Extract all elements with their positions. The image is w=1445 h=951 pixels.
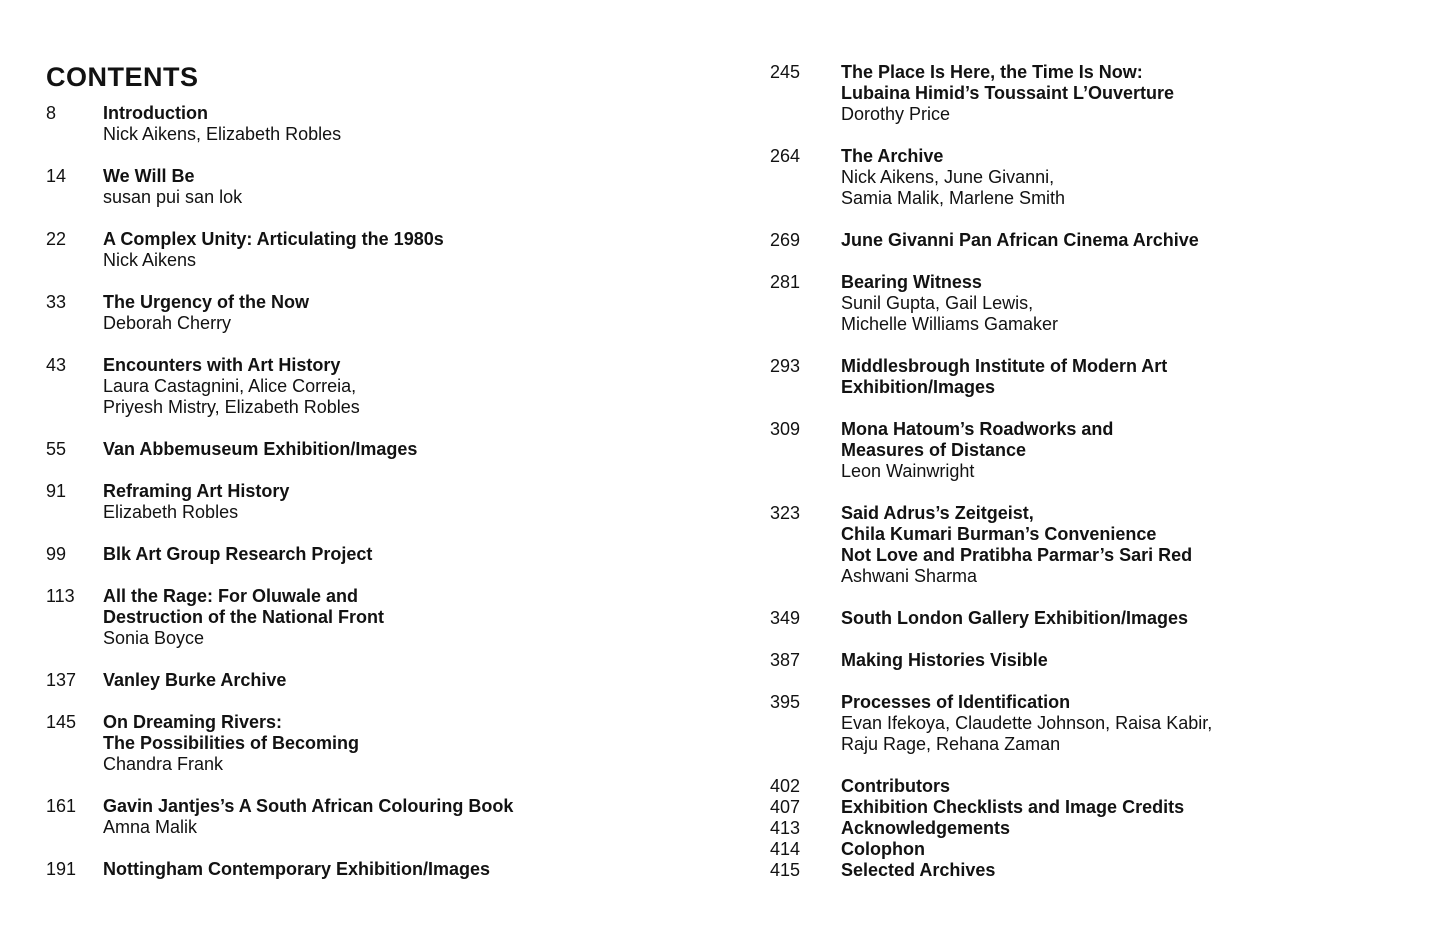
toc-entry [46, 166, 706, 208]
entry-author-line: susan pui san lok [103, 187, 243, 207]
toc-entry [770, 608, 1410, 629]
toc-entry [770, 797, 1410, 818]
entry-author-line: Dorothy Price [841, 104, 951, 124]
entry-author-line: Samia Malik, Marlene Smith [841, 188, 1066, 208]
toc-entry [46, 355, 706, 418]
entry-text [103, 166, 706, 208]
entry-text [103, 229, 706, 271]
entry-title-line: On Dreaming Rivers: [103, 712, 283, 732]
entry-page-number: 14 [46, 166, 67, 186]
entry-page-number: 349 [770, 608, 801, 628]
entry-title-line: Introduction [103, 103, 208, 123]
toc-entry [46, 439, 706, 460]
entry-title-line: Mona Hatoum’s Roadworks and [841, 419, 1114, 439]
entry-title-line: Making Histories Visible [841, 650, 1048, 670]
toc-entry [770, 356, 1410, 398]
entry-title-line: Destruction of the National Front [103, 607, 384, 627]
entry-title-line: Van Abbemuseum Exhibition/Images [103, 439, 418, 459]
page-title: CONTENTS [46, 62, 199, 93]
entry-page-number: 245 [770, 62, 801, 82]
entry-title-line: Gavin Jantjes’s A South African Colouring Book [103, 796, 514, 816]
toc-entry [770, 272, 1410, 335]
entry-text [103, 481, 706, 523]
entry-page-number: 145 [46, 712, 77, 732]
entry-text [103, 586, 706, 649]
entry-page-number: 33 [46, 292, 67, 312]
entry-title-line: Vanley Burke Archive [103, 670, 287, 690]
toc-entry [770, 650, 1410, 671]
entry-author-line: Evan Ifekoya, Claudette Johnson, Raisa Kabir, [841, 713, 1213, 733]
entry-page-number: 137 [46, 670, 77, 690]
entry-text [841, 146, 1410, 209]
toc-entry [46, 796, 706, 838]
entry-title-line: A Complex Unity: Articulating the 1980s [103, 229, 444, 249]
entry-page-number: 407 [770, 797, 801, 817]
entry-author-line: Deborah Cherry [103, 313, 232, 333]
entry-page-number: 309 [770, 419, 801, 439]
entry-text [841, 356, 1410, 398]
entry-page-number: 113 [46, 586, 75, 606]
entry-text [103, 355, 706, 418]
entry-page-number: 281 [770, 272, 801, 292]
entry-text [841, 272, 1410, 335]
entry-text [841, 650, 1410, 671]
entry-page-number: 413 [770, 818, 801, 838]
entry-title-line: The Place Is Here, the Time Is Now: [841, 62, 1143, 82]
toc-entry [770, 692, 1410, 755]
entry-title-line: Measures of Distance [841, 440, 1027, 460]
toc-entry [46, 586, 706, 649]
entry-title-line: Selected Archives [841, 860, 996, 880]
entry-title-line: Lubaina Himid’s Toussaint L’Ouverture [841, 83, 1175, 103]
entry-text [841, 797, 1410, 818]
entry-title-line: Reframing Art History [103, 481, 290, 501]
entry-page-number: 402 [770, 776, 801, 796]
entry-page-number: 161 [46, 796, 77, 816]
entry-author-line: Raju Rage, Rehana Zaman [841, 734, 1061, 754]
toc-entry [770, 62, 1410, 125]
entry-text [103, 712, 706, 775]
toc-entry [770, 860, 1410, 881]
toc-entry [770, 146, 1410, 209]
toc-entry [46, 670, 706, 691]
entry-page-number: 191 [46, 859, 77, 879]
toc-entry [770, 818, 1410, 839]
entry-page-number: 91 [46, 481, 67, 501]
toc-entry [770, 230, 1410, 251]
entry-author-line: Nick Aikens [103, 250, 197, 270]
entry-author-line: Sonia Boyce [103, 628, 205, 648]
entry-text [841, 62, 1410, 125]
entry-author-line: Elizabeth Robles [103, 502, 239, 522]
entry-text [841, 692, 1410, 755]
entry-text [841, 230, 1410, 251]
entry-title-line: Said Adrus’s Zeitgeist, [841, 503, 1034, 523]
entry-text [841, 608, 1410, 629]
entry-text [103, 796, 706, 838]
entry-title-line: Exhibition/Images [841, 377, 996, 397]
entry-text [841, 419, 1410, 482]
entry-text [103, 103, 706, 145]
entry-text [103, 859, 706, 880]
entry-title-line: Bearing Witness [841, 272, 982, 292]
entry-title-line: We Will Be [103, 166, 195, 186]
entry-title-line: Exhibition Checklists and Image Credits [841, 797, 1185, 817]
toc-entry [770, 419, 1410, 482]
entry-page-number: 8 [46, 103, 57, 123]
entry-text [841, 503, 1410, 587]
entry-title-line: June Givanni Pan African Cinema Archive [841, 230, 1199, 250]
entry-text [841, 839, 1410, 860]
toc-entry [770, 503, 1410, 587]
toc-column-left [46, 103, 706, 880]
toc-entry [46, 103, 706, 145]
entry-page-number: 22 [46, 229, 67, 249]
entry-title-line: Middlesbrough Institute of Modern Art [841, 356, 1168, 376]
entry-author-line: Michelle Williams Gamaker [841, 314, 1059, 334]
entry-page-number: 387 [770, 650, 801, 670]
entry-title-line: The Archive [841, 146, 944, 166]
entry-page-number: 395 [770, 692, 801, 712]
entry-title-line: Processes of Identification [841, 692, 1071, 712]
entry-page-number: 415 [770, 860, 801, 880]
entry-title-line: South London Gallery Exhibition/Images [841, 608, 1189, 628]
entry-text [841, 776, 1410, 797]
entry-text [103, 292, 706, 334]
entry-title-line: Acknowledgements [841, 818, 1011, 838]
toc-entry [46, 859, 706, 880]
entry-page-number: 99 [46, 544, 67, 564]
entry-page-number: 269 [770, 230, 801, 250]
entry-title-line: Chila Kumari Burman’s Convenience [841, 524, 1157, 544]
toc-entry [46, 481, 706, 523]
toc-entry [770, 776, 1410, 797]
entry-author-line: Chandra Frank [103, 754, 224, 774]
entry-page-number: 43 [46, 355, 67, 375]
entry-title-line: All the Rage: For Oluwale and [103, 586, 359, 606]
entry-author-line: Nick Aikens, June Givanni, [841, 167, 1055, 187]
entry-title-line: Nottingham Contemporary Exhibition/Images [103, 859, 491, 879]
toc-entry [46, 292, 706, 334]
entry-page-number: 323 [770, 503, 801, 523]
entry-title-line: Not Love and Pratibha Parmar’s Sari Red [841, 545, 1193, 565]
entry-author-line: Sunil Gupta, Gail Lewis, [841, 293, 1034, 313]
toc-entry [46, 544, 706, 565]
entry-title-line: Colophon [841, 839, 925, 859]
entry-text [841, 860, 1410, 881]
entry-title-line: Contributors [841, 776, 950, 796]
entry-text [103, 439, 706, 460]
toc-column-right [770, 62, 1410, 881]
entry-page-number: 414 [770, 839, 801, 859]
entry-title-line: The Possibilities of Becoming [103, 733, 360, 753]
entry-author-line: Amna Malik [103, 817, 198, 837]
entry-text [103, 670, 706, 691]
entry-page-number: 264 [770, 146, 801, 166]
entry-text [841, 818, 1410, 839]
toc-entry [770, 839, 1410, 860]
entry-author-line: Priyesh Mistry, Elizabeth Robles [103, 397, 360, 417]
entry-page-number: 293 [770, 356, 801, 376]
entry-text [103, 544, 706, 565]
entry-author-line: Leon Wainwright [841, 461, 975, 481]
entry-author-line: Laura Castagnini, Alice Correia, [103, 376, 357, 396]
entry-title-line: Blk Art Group Research Project [103, 544, 373, 564]
entry-title-line: Encounters with Art History [103, 355, 341, 375]
entry-title-line: The Urgency of the Now [103, 292, 310, 312]
entry-author-line: Ashwani Sharma [841, 566, 978, 586]
toc-entry [46, 712, 706, 775]
entry-author-line: Nick Aikens, Elizabeth Robles [103, 124, 342, 144]
entry-page-number: 55 [46, 439, 67, 459]
toc-entry [46, 229, 706, 271]
